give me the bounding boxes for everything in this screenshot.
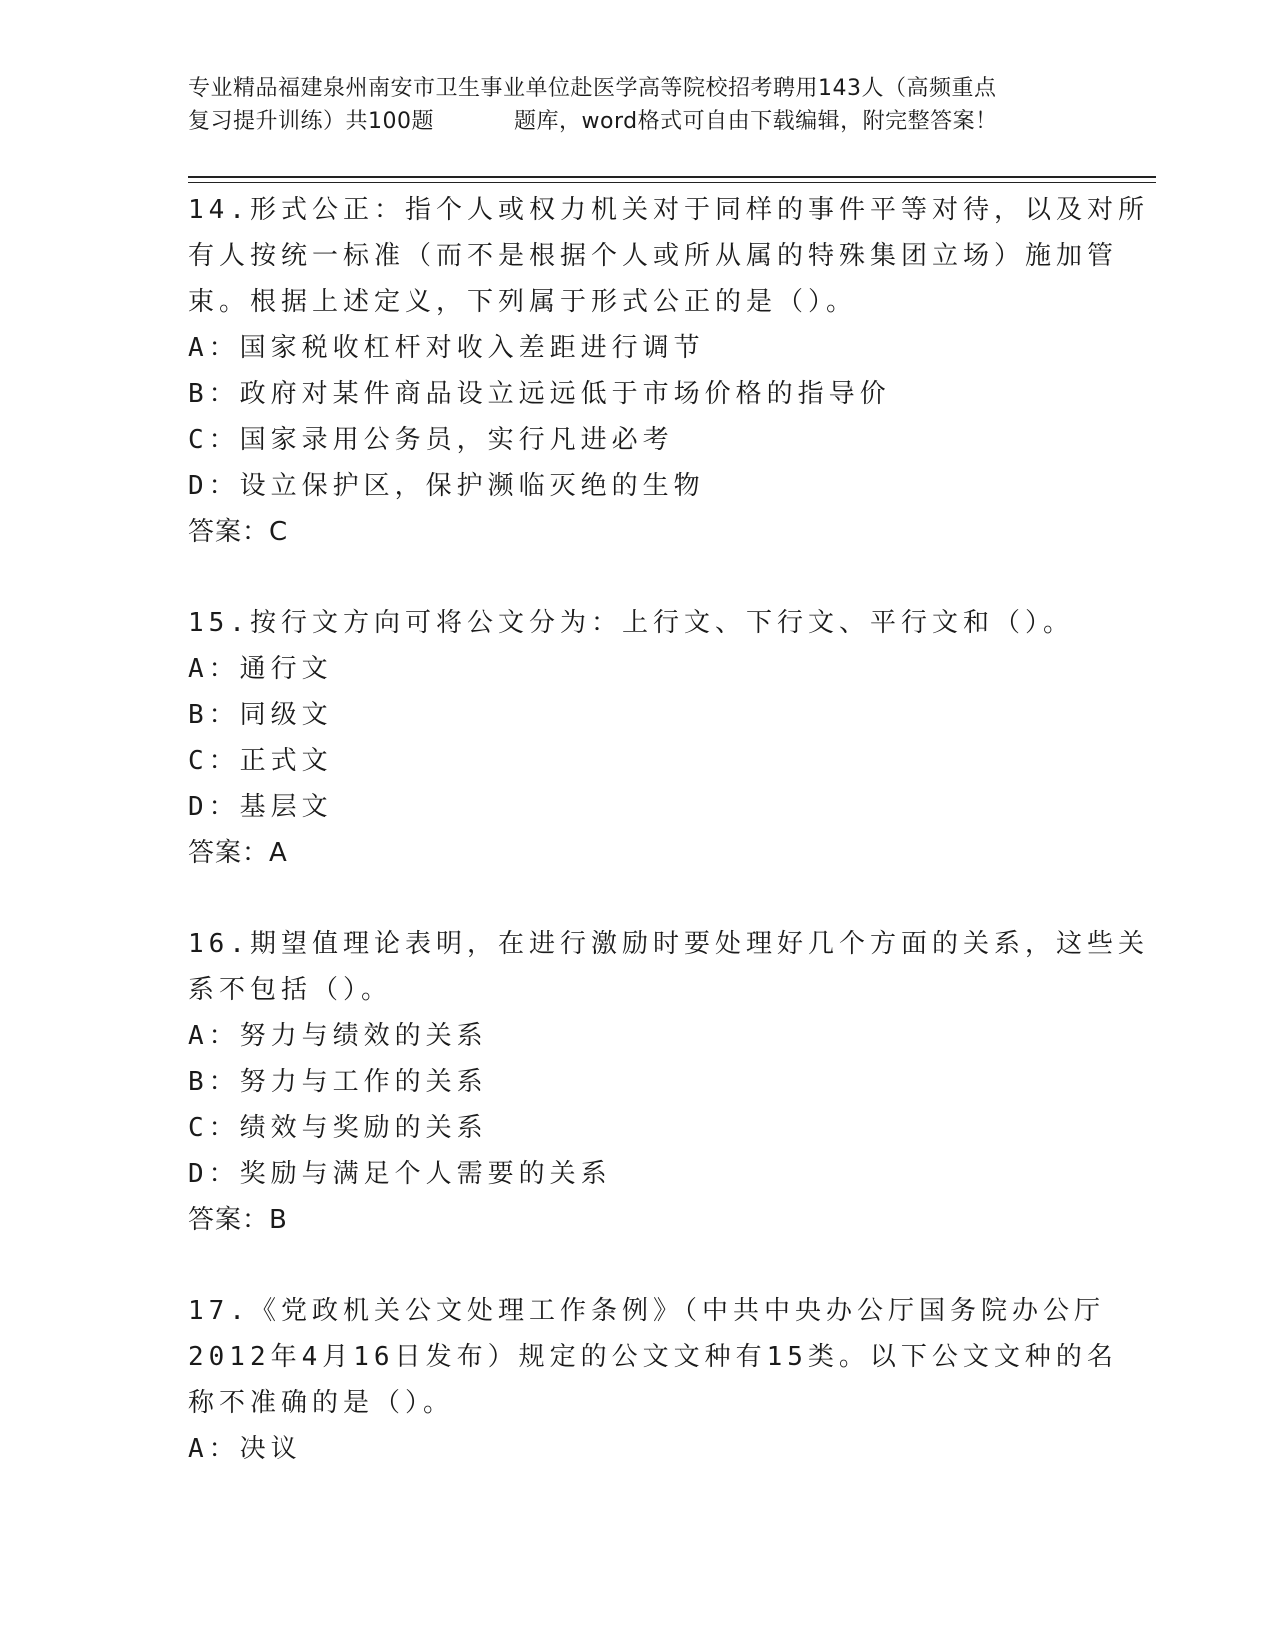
question-stem-line: 束。根据上述定义，下列属于形式公正的是（）。 bbox=[188, 287, 858, 317]
option-d: D：奖励与满足个人需要的关系 bbox=[188, 1159, 612, 1189]
question-list bbox=[188, 187, 1149, 1517]
page-header bbox=[188, 72, 1088, 138]
question-16 bbox=[188, 921, 1149, 1243]
answer-line: 答案：C bbox=[188, 517, 289, 547]
question-stem-line: 系不包括（）。 bbox=[188, 975, 393, 1005]
header-line-1: 专业精品福建泉州南安市卫生事业单位赴医学高等院校招考聘用143人（高频重点 bbox=[188, 76, 997, 101]
question-stem-line: 称不准确的是（）。 bbox=[188, 1388, 455, 1418]
header-rule-thin bbox=[188, 182, 1156, 183]
option-c: C：国家录用公务员，实行凡进必考 bbox=[188, 425, 674, 455]
question-stem-line: 16.期望值理论表明，在进行激励时要处理好几个方面的关系，这些关 bbox=[188, 929, 1149, 959]
header-line-2 bbox=[188, 105, 1088, 138]
question-14 bbox=[188, 187, 1149, 555]
answer-line: 答案：A bbox=[188, 838, 288, 868]
option-a: A：努力与绩效的关系 bbox=[188, 1021, 488, 1051]
question-stem-line: 17.《党政机关公文处理工作条例》（中共中央办公厅国务院办公厅 bbox=[188, 1296, 1105, 1326]
question-stem-line: 2012年4月16日发布）规定的公文文种有15类。以下公文文种的名 bbox=[188, 1342, 1118, 1372]
header-rule-thick bbox=[188, 176, 1156, 178]
option-a: A：国家税收杠杆对收入差距进行调节 bbox=[188, 333, 705, 363]
question-stem-line: 15.按行文方向可将公文分为：上行文、下行文、平行文和（）。 bbox=[188, 608, 1074, 638]
option-b: B：同级文 bbox=[188, 700, 333, 730]
option-b: B：政府对某件商品设立远远低于市场价格的指导价 bbox=[188, 379, 891, 409]
option-c: C：正式文 bbox=[188, 746, 333, 776]
answer-line: 答案：B bbox=[188, 1205, 288, 1235]
option-b: B：努力与工作的关系 bbox=[188, 1067, 488, 1097]
option-c: C：绩效与奖励的关系 bbox=[188, 1113, 488, 1143]
option-d: D：设立保护区，保护濒临灭绝的生物 bbox=[188, 471, 705, 501]
question-stem-line: 14.形式公正：指个人或权力机关对于同样的事件平等对待，以及对所 bbox=[188, 195, 1149, 225]
question-17 bbox=[188, 1288, 1118, 1472]
option-a: A：通行文 bbox=[188, 654, 333, 684]
option-a: A：决议 bbox=[188, 1434, 302, 1464]
header-line-2-right: 题库，word格式可自由下载编辑，附完整答案！ bbox=[514, 109, 998, 134]
question-stem-line: 有人按统一标准（而不是根据个人或所从属的特殊集团立场）施加管 bbox=[188, 241, 1119, 271]
header-line-2-left: 复习提升训练）共100题 bbox=[188, 109, 434, 134]
question-15 bbox=[188, 600, 1088, 876]
option-d: D：基层文 bbox=[188, 792, 333, 822]
